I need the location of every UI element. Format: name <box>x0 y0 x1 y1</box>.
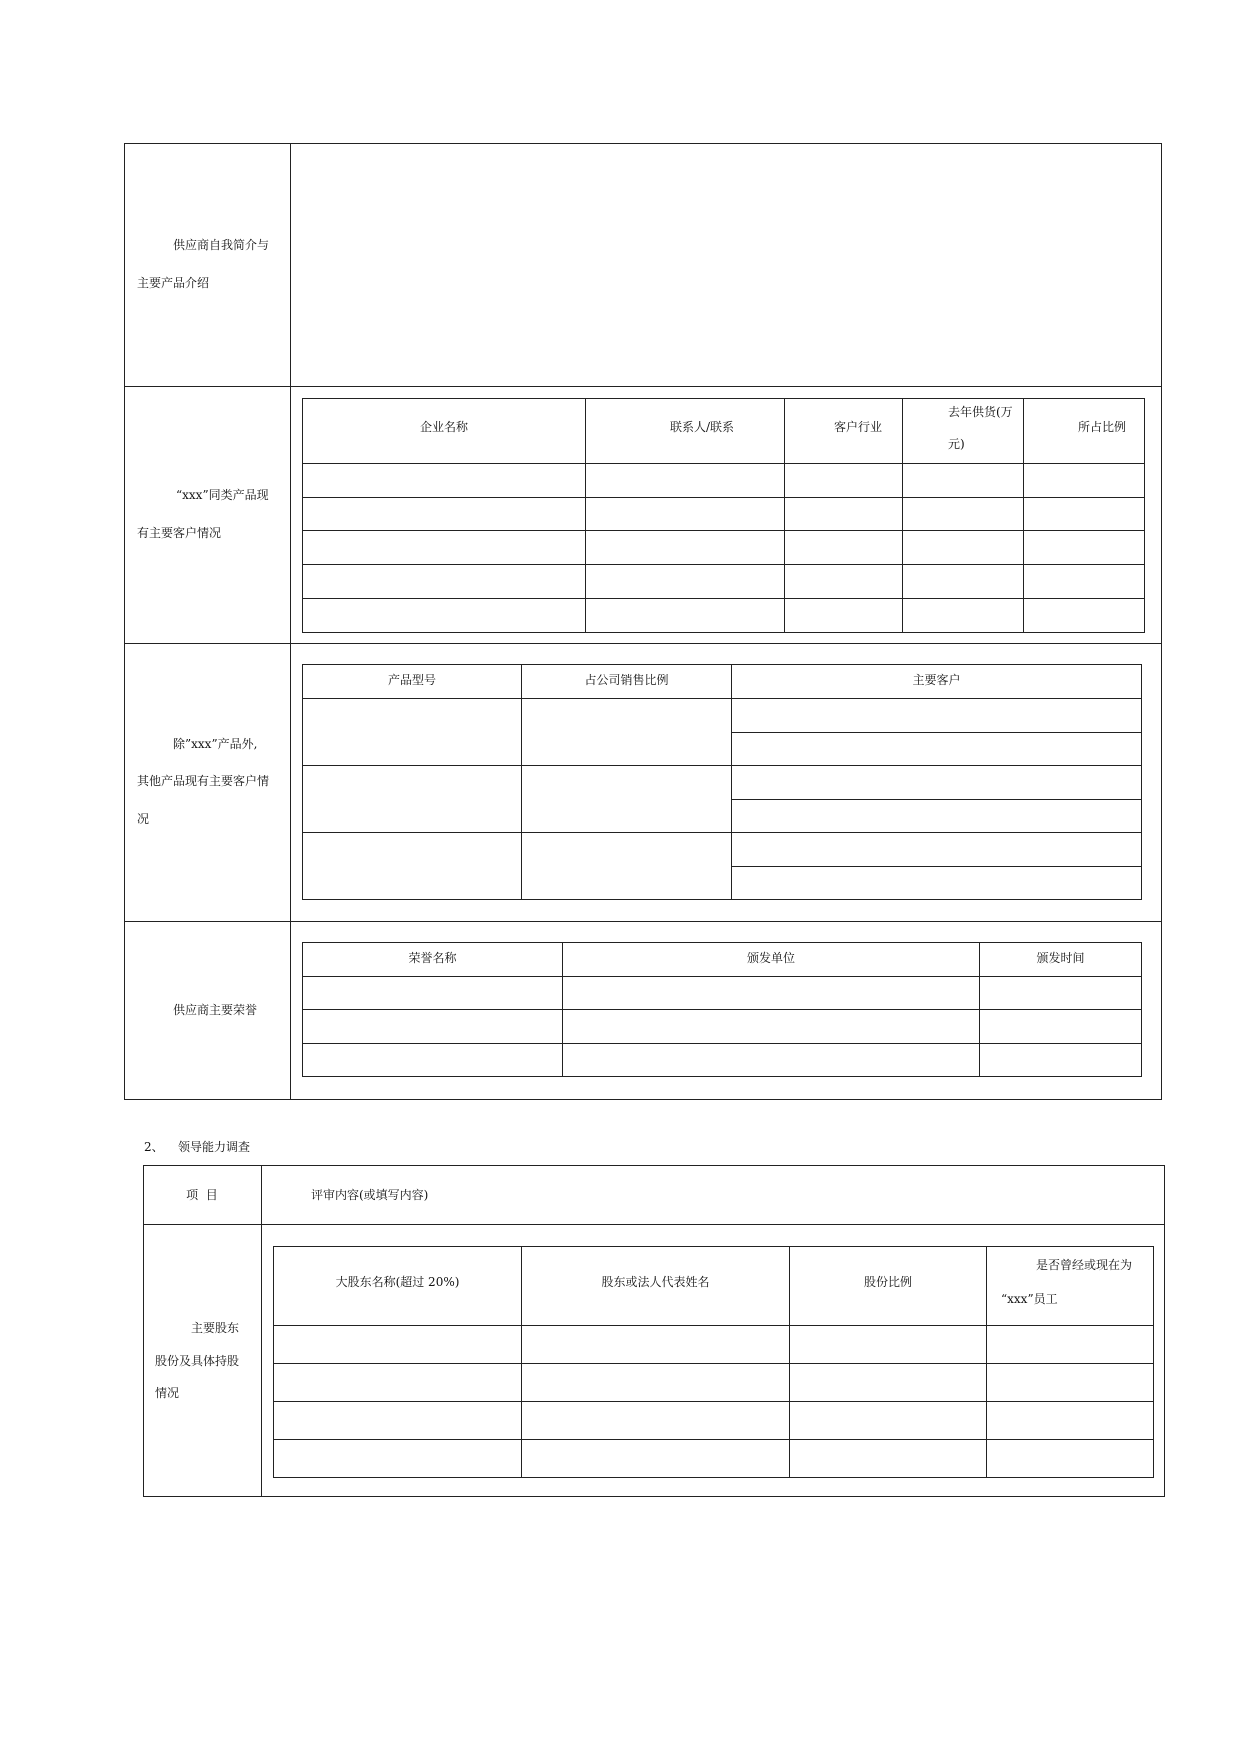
row-divider <box>302 765 1142 766</box>
row-divider <box>273 1325 1154 1326</box>
customers-label-line2: 有主要客户情况 <box>137 526 222 540</box>
row-divider <box>302 698 1142 699</box>
row-divider <box>302 497 1145 498</box>
row-divider <box>302 1009 1142 1010</box>
col-divider <box>731 664 732 900</box>
row-divider <box>302 564 1145 565</box>
col-header-honor-name: 荣誉名称 <box>408 951 457 965</box>
shareholder-label-line1: 主要股东 <box>191 1321 240 1335</box>
shareholder-label-line2: 股份及具体持股 <box>155 1354 240 1368</box>
col-header-company: 企业名称 <box>419 420 468 434</box>
intro-label-line1: 供应商自我简介与 <box>173 238 270 252</box>
section2-heading: 领导能力调查 <box>178 1140 251 1154</box>
row-divider <box>731 799 1142 800</box>
row-divider <box>143 1224 1165 1225</box>
col-header-issue-time: 颁发时间 <box>1036 951 1085 965</box>
other-products-label-line1: 除”xxx”产品外, <box>173 737 258 751</box>
col-header-item: 项 目 <box>186 1188 218 1202</box>
row-divider <box>302 463 1145 464</box>
row-divider <box>124 643 1162 644</box>
row-divider <box>731 866 1142 867</box>
row-divider <box>273 1439 1154 1440</box>
col-header-supply-line2: 元) <box>948 437 965 451</box>
col-header-share-ratio: 股份比例 <box>863 1275 912 1289</box>
col-header-supply-line1: 去年供货(万 <box>948 405 1013 419</box>
col-header-customers: 主要客户 <box>912 673 961 687</box>
row-divider <box>302 832 1142 833</box>
shareholder-label-line3: 情况 <box>155 1386 180 1400</box>
row-divider <box>273 1401 1154 1402</box>
col-header-contact: 联系人/联系 <box>669 420 735 434</box>
intro-content-area[interactable] <box>292 145 1160 385</box>
col-header-model: 产品型号 <box>387 673 436 687</box>
row-divider <box>302 976 1142 977</box>
row-divider <box>124 921 1162 922</box>
row-divider <box>302 530 1145 531</box>
col-header-employee-line1: 是否曾经或现在为 <box>1036 1258 1133 1272</box>
col-header-ratio: 所占比例 <box>1077 420 1126 434</box>
col-divider <box>521 664 522 900</box>
col-header-major-shareholder: 大股东名称(超过 20%) <box>335 1275 460 1289</box>
section2-heading-number: 2、 <box>144 1140 164 1154</box>
col-header-share: 占公司销售比例 <box>584 673 669 687</box>
col-header-content: 评审内容(或填写内容) <box>311 1188 429 1202</box>
other-products-table <box>302 664 1142 900</box>
intro-label-line2: 主要产品介绍 <box>137 276 210 290</box>
other-products-label-line2: 其他产品现有主要客户情 <box>137 774 270 788</box>
customers-label-line1: “xxx”同类产品现 <box>176 488 269 502</box>
row-divider <box>302 598 1145 599</box>
col-header-representative: 股东或法人代表姓名 <box>601 1275 710 1289</box>
label-column-divider <box>290 143 291 1100</box>
row-divider <box>273 1363 1154 1364</box>
col-header-industry: 客户行业 <box>833 420 882 434</box>
row-divider <box>731 732 1142 733</box>
col-header-issuer: 颁发单位 <box>746 951 795 965</box>
col-divider <box>261 1165 262 1497</box>
col-header-employee-line2: “xxx”员工 <box>1001 1292 1058 1306</box>
row-divider <box>124 386 1162 387</box>
other-products-label-line3: 况 <box>137 812 150 826</box>
row-divider <box>302 1043 1142 1044</box>
honors-label: 供应商主要荣誉 <box>173 1003 258 1017</box>
col-divider <box>986 1246 987 1478</box>
